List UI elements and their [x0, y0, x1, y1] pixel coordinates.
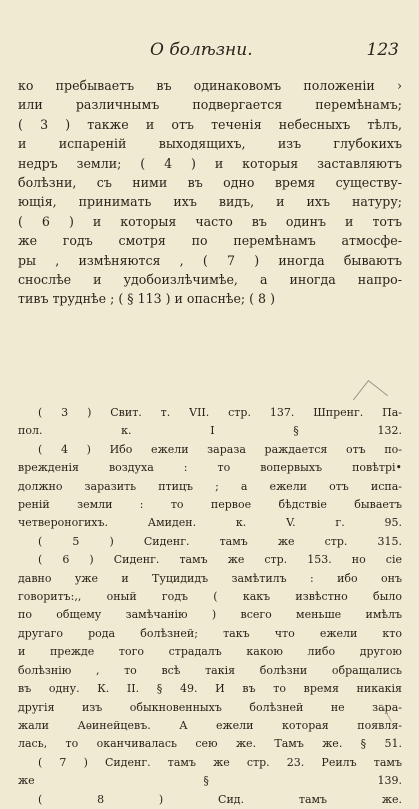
body-text [18, 76, 402, 309]
footnote-line: по общему замѣчанію ) всего меньше имѣлъ [18, 608, 402, 622]
footnote-line: реній земли : то первое бѣдствіе бываетъ [18, 498, 402, 512]
text-line: ко пребываетъ въ одинаковомъ положеніи › [18, 78, 402, 93]
footnote-line: должно заразить птицъ ; а ежели отъ испа- [18, 479, 402, 493]
text-line: болѣзни, съ ними въ одно время существу- [18, 175, 402, 191]
footnote-line: врежденія воздуха : то вопервыхъ повѣтрі• [18, 461, 402, 475]
text-line: ры , измѣняются , ( 7 ) иногда бываютъ [18, 252, 402, 268]
footnote-line: другія изъ обыкновенныхъ болѣзней не зара- [18, 700, 402, 714]
footnote-line: давно уже и Туцидидъ замѣтилъ : ибо онъ [18, 571, 402, 585]
text-line: тивъ труднѣе ; ( § 113 ) и опаснѣе; ( 8 ) [18, 291, 275, 307]
footnote-line: ( 8 ) Сид. тамъ же. [38, 792, 402, 806]
footnote-line: ( 5 ) Сиденг. тамъ же стр. 315. [38, 534, 402, 548]
text-line: же годъ смотря по перемѣнамъ атмосфе- [18, 233, 402, 249]
footnote-line: другаго рода болѣзней; такъ что ежели кто [18, 626, 402, 640]
footnote-line: жали Аѳинейцевъ. А ежели которая появля- [18, 718, 402, 732]
text-line: недръ земли; ( 4 ) и которыя заставляютъ [18, 155, 402, 171]
footnote-line: четвероногихъ. Амиден. к. V. г. 95. [18, 516, 402, 530]
footnote-line: ( 3 ) Свит. т. VII. стр. 137. Шпренг. Па- [38, 406, 402, 419]
footnote-line: лась, то оканчивалась сею же. Тамъ же. § 51. [18, 737, 402, 751]
footnote-line: ( 7 ) Сиденг. тамъ же стр. 23. Реилъ тамъ [38, 755, 402, 769]
footnote-line: въ одну. К. II. § 49. И въ то время никакія [18, 682, 402, 696]
footnote-line: пол. к. I § 132. [18, 424, 402, 438]
text-line: ющія, принимать ихъ видъ, и ихъ натуру; [18, 194, 402, 210]
page-number: 123 [366, 40, 399, 60]
running-title: О болѣзни. [150, 40, 253, 60]
text-line: снослѣе и удобоизлѣчимѣе, а иногда напро- [18, 272, 402, 288]
footnote-line: болѣзнію , то всѣ такія болѣзни обращались [18, 663, 402, 677]
footnote-line: ( 4 ) Ибо ежели зараза раждается отъ по- [38, 442, 402, 456]
text-line: или различнымъ подвергается перемѣнамъ; [18, 97, 402, 113]
footnote-line: говоритъ:,, оный годъ ( какъ извѣстно было [18, 590, 402, 604]
text-line: и испареній выходящихъ, изъ глубокихъ [18, 136, 402, 152]
footnote-line: и прежде того страдалъ какою либо другою [18, 645, 402, 659]
footnote-line: ( 6 ) Сиденг. тамъ же стр. 153. но сіе [38, 553, 402, 567]
text-line: ( 6 ) и которыя часто въ одинъ и тотъ [18, 213, 402, 229]
footnote-line: же § 139. [18, 774, 402, 788]
footnotes [18, 404, 402, 809]
running-header [0, 40, 419, 64]
text-line: ( 3 ) также и отъ теченія небесныхъ тѣлъ, [18, 116, 402, 132]
